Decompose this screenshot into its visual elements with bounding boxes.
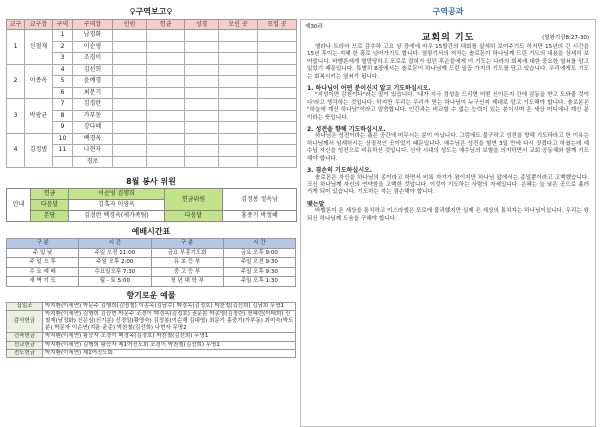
- district-number: [53, 156, 73, 168]
- offering-category: 십일조: [7, 302, 43, 310]
- cell: 주일 오후 2:00: [79, 258, 151, 268]
- service-row-value: 김정란 백경옥(새가족팀): [69, 211, 165, 222]
- next-month-value: 홍종기 박정혜: [223, 211, 297, 222]
- conclusion-title: 맺는말: [307, 200, 325, 208]
- cell: 주일 오후 1:30: [223, 277, 295, 287]
- table-row: [7, 302, 296, 310]
- point-1-text: "지성이면 감천이다"라는 말이 있습니다. '내가 지극 정성을 드리면 어떤 신이든지 간에 감동을 받고 도와줄 것이다'라고 생각하는 것입니다. 하지만 우리는 우리가 믿는 하나님이 누구신지 제대로 알고 기도해야 합니다. 솔로몬은 "하늘에 계신 하나님"이라고 말씀합니다. 인간과는 비교할 수 없는 능력이 있는 분이시며 온 세상 어디에나 계신 분이라는 뜻입니다.: [307, 92, 589, 121]
- cell: 중 고 등 부: [151, 267, 223, 277]
- parish-leader: 김정범: [25, 133, 53, 168]
- offering-names: 박지환(이세연) 김행희 황승자 제1여전도회 조경이 박찬철(김선희) 무명1: [43, 341, 296, 349]
- col-header: 모인 곳: [219, 20, 258, 30]
- parish-number: 3: [7, 99, 25, 134]
- col-header: 교구장: [25, 20, 53, 30]
- district-number: 2: [53, 41, 73, 53]
- service-committee-table: [6, 188, 297, 222]
- table-row: [7, 349, 296, 357]
- service-row-value: 이순영 김행희: [69, 189, 165, 200]
- table-row: [7, 258, 296, 268]
- point-1-title: 1. 하나님이 어떤 분이신지 알고 기도하십시오.: [307, 85, 431, 93]
- col-header: 인원: [113, 20, 147, 30]
- service-row-value: 김혹자 이영옥: [69, 200, 165, 211]
- district-leader: 나현자: [73, 145, 113, 157]
- district-leader: 김선희: [73, 64, 113, 76]
- parish-leader: 박광균: [25, 99, 53, 134]
- offering-category: 선교헌금: [7, 341, 43, 349]
- district-number: 7: [53, 99, 73, 111]
- service-row-label: 헌금: [31, 189, 69, 200]
- cell: 수요일오후 7:30: [79, 267, 151, 277]
- cell: 새 벽 기 도: [7, 277, 79, 287]
- worship-schedule-title: 예배시간표: [131, 227, 171, 236]
- point-2-text: 하나님은 성전이라는 좁은 공간에 머무시는 분이 아닙니다. 그럼에도 불구하고 성전을 향해 기도하라고 한 이유는 하나님께서 임재하시는 상징적인 곳이었기 때문입니다. 예수님은 성전을 헐면 3일 만에 다시 짓겠다고 하셨는데 예수님 자신을 성전으로 비유하신 것입니다. 신약 시대의 성도는 예수님의 보혈을 의지하면서 교회 공동체와 함께 기도해야 합니다.: [307, 133, 589, 162]
- district-number: 8: [53, 110, 73, 122]
- service-row-label: 다음달: [31, 200, 69, 211]
- district-number: 3: [53, 53, 73, 65]
- table-row: [7, 333, 296, 341]
- district-leader: 남경화: [73, 30, 113, 42]
- col-header: 구 분: [151, 239, 223, 249]
- district-number: 10: [53, 133, 73, 145]
- table-row: [7, 64, 297, 76]
- district-number: 1: [53, 30, 73, 42]
- point-3-title: 3. 겸손히 기도하십시오.: [307, 167, 373, 175]
- table-row: [7, 99, 297, 111]
- offering-category: 전도헌금: [7, 349, 43, 357]
- parish-number: 4: [7, 133, 25, 168]
- district-report-table: [6, 19, 297, 168]
- district-number: 9: [53, 122, 73, 134]
- service-row-label: 본당: [31, 211, 69, 222]
- cell: 금요 오후 9:00: [223, 248, 295, 258]
- district-leader: 백경옥: [73, 133, 113, 145]
- parish-number: 2: [7, 64, 25, 99]
- district-number: 4: [53, 64, 73, 76]
- col-header: 구역: [53, 20, 73, 30]
- table-header-row: [7, 20, 297, 30]
- right-column: [300, 6, 596, 420]
- guide-label: 안내: [7, 189, 31, 222]
- cell: 월 - 토 5:00: [79, 277, 151, 287]
- offerings-table: [6, 302, 296, 358]
- intro-paragraph: 엘라나 트라마 므로 감추하 고요 상 장에에 마우 15할간의 대회를 살세히 보여주기도 하지만 15년의 긴 시간을 15년 후이는 지혜 한 흥로 넘어가기도 합니다. 열왕기서의 저자는 솔로몬이 하나님께 드린 기도의 내용을 상세히 보여줍니다. 바벨론에게 멸망당하고 포로로 잡혀가 있던 후손들에게 이 기도는 나라의 회복에 대한 중요한 열쇠를 담고 있었기 때문입니다. 특별히 8장에서는 솔로몬이 하나님께 드린 일곱 가지의 기도를 담고 있습니다. 우리에게도 기도는 회복시키는 열쇠가 됩니다.: [307, 44, 589, 80]
- col-header: 시 간: [79, 239, 151, 249]
- col-header: 시 간: [223, 239, 295, 249]
- offering-names: 박지환(이세연) 제1여전도회: [43, 349, 296, 357]
- offering-committee-label: 헌금위원: [165, 189, 223, 211]
- next-month-label: 다음달: [165, 211, 223, 222]
- district-leader: 최문기: [73, 87, 113, 99]
- table-row: [7, 248, 296, 258]
- cell: 주 일 오 후: [7, 258, 79, 268]
- col-header: 성경: [185, 20, 219, 30]
- point-3-text: 솔로몬은 자신을 하나님의 종이라고 하면서 비록 자기가 왕이지만 하나님 앞에서는 종일뿐이라고 고백했습니다. 크신 하나님께 자신의 연약함을 고백한 것입니다. 이것이 기도하는 사람의 자세입니다. 은혜는 늘 낮은 곳으로 흘러가게 되어 있습니다. 기도하는 자는 겸손해야 합니다.: [307, 174, 589, 196]
- district-number: 11: [53, 145, 73, 157]
- district-leader: 김경란: [73, 99, 113, 111]
- table-row: [7, 310, 296, 333]
- parish-leader: 신철재: [25, 30, 53, 65]
- district-leader: 경로: [73, 156, 113, 168]
- table-row: [7, 30, 297, 42]
- offering-category: 감사헌금: [7, 310, 43, 333]
- left-column: [6, 6, 296, 420]
- cell: 유 초 등 부: [151, 258, 223, 268]
- offering-names: 박지환(이세연) 박문주 김행희(김영철) 이종옥(김남수) 백경옥(김정호) 박찬철(김선희) 김남희 무명1: [43, 302, 296, 310]
- lesson-title: 교회의 기도: [421, 33, 475, 43]
- table-row: [7, 133, 297, 145]
- cell: 수 요 예 배: [7, 267, 79, 277]
- district-number: 6: [53, 87, 73, 99]
- cell: 청 년 대 학 부: [151, 277, 223, 287]
- point-2-title: 2. 성전을 향해 기도하십시오.: [307, 126, 386, 134]
- cell: 주일 오전 9:30: [223, 258, 295, 268]
- cell: 주 일 낮: [7, 248, 79, 258]
- lesson-box: [300, 19, 596, 427]
- service-committee-title: 8월 봉사 위원: [126, 177, 176, 186]
- worship-schedule-table: [6, 238, 296, 287]
- table-row: [7, 341, 296, 349]
- offering-category: 건축헌금: [7, 333, 43, 341]
- lesson-section-title: 구역공과: [432, 7, 464, 16]
- parish-number: 1: [7, 30, 25, 65]
- district-leader: 가부동: [73, 110, 113, 122]
- lesson-number: 제30과: [305, 24, 323, 30]
- district-leader: 윤예경: [73, 76, 113, 88]
- col-header: 모일 곳: [258, 20, 297, 30]
- col-header: 구역장: [73, 20, 113, 30]
- district-leader: 강다혜: [73, 122, 113, 134]
- district-report-title: ♀구역보고♀: [129, 7, 173, 16]
- offering-committee-value: 김정봉 정옥남: [223, 189, 297, 211]
- table-row: [7, 277, 296, 287]
- lesson-reference: (열왕기상8:27-30): [542, 35, 589, 41]
- district-number: 5: [53, 76, 73, 88]
- col-header: 헌금: [147, 20, 185, 30]
- lesson-title-row: [301, 30, 595, 44]
- offerings-title: 향기로운 예물: [126, 290, 176, 300]
- conclusion-text: 바벨론이 온 세상을 통치하고 이스라엘은 포로에 불과했지만 실제 온 세상의 통치자는 하나님이십니다. 우리는 왕 되신 하나님께 도움을 구해야 합니다.: [307, 208, 589, 222]
- cell: 주일 오후 9:30: [223, 267, 295, 277]
- offering-names: 박지환(이세연) 김행희 김승현 박문주 조경이 백경옥(김정호) 권문분 박종영(김정란) 천혜련(이태희) 신철재(남정화) 신은심(신기분) 신경일(황영숙) 김정봉(이순재 김대영) 최문기 홍중기(가부동) 최미숙(박도분) 박문자 이순연(지윤 윤준) 박찬철(김선희) 나현자 무명2: [43, 310, 296, 333]
- col-header: 교구: [7, 20, 25, 30]
- cell: 금요 부흥기도회: [151, 248, 223, 258]
- offering-names: 박지환(이세연) 황승자 조경이 백경옥(김정호) 박찬철(김선희) 무명1: [43, 333, 296, 341]
- col-header: 구 분: [7, 239, 79, 249]
- district-leader: 이순영: [73, 41, 113, 53]
- district-leader: 조경이: [73, 53, 113, 65]
- cell: 주일 오전 11:00: [79, 248, 151, 258]
- table-row: [7, 267, 296, 277]
- parish-leader: 이종옥: [25, 64, 53, 99]
